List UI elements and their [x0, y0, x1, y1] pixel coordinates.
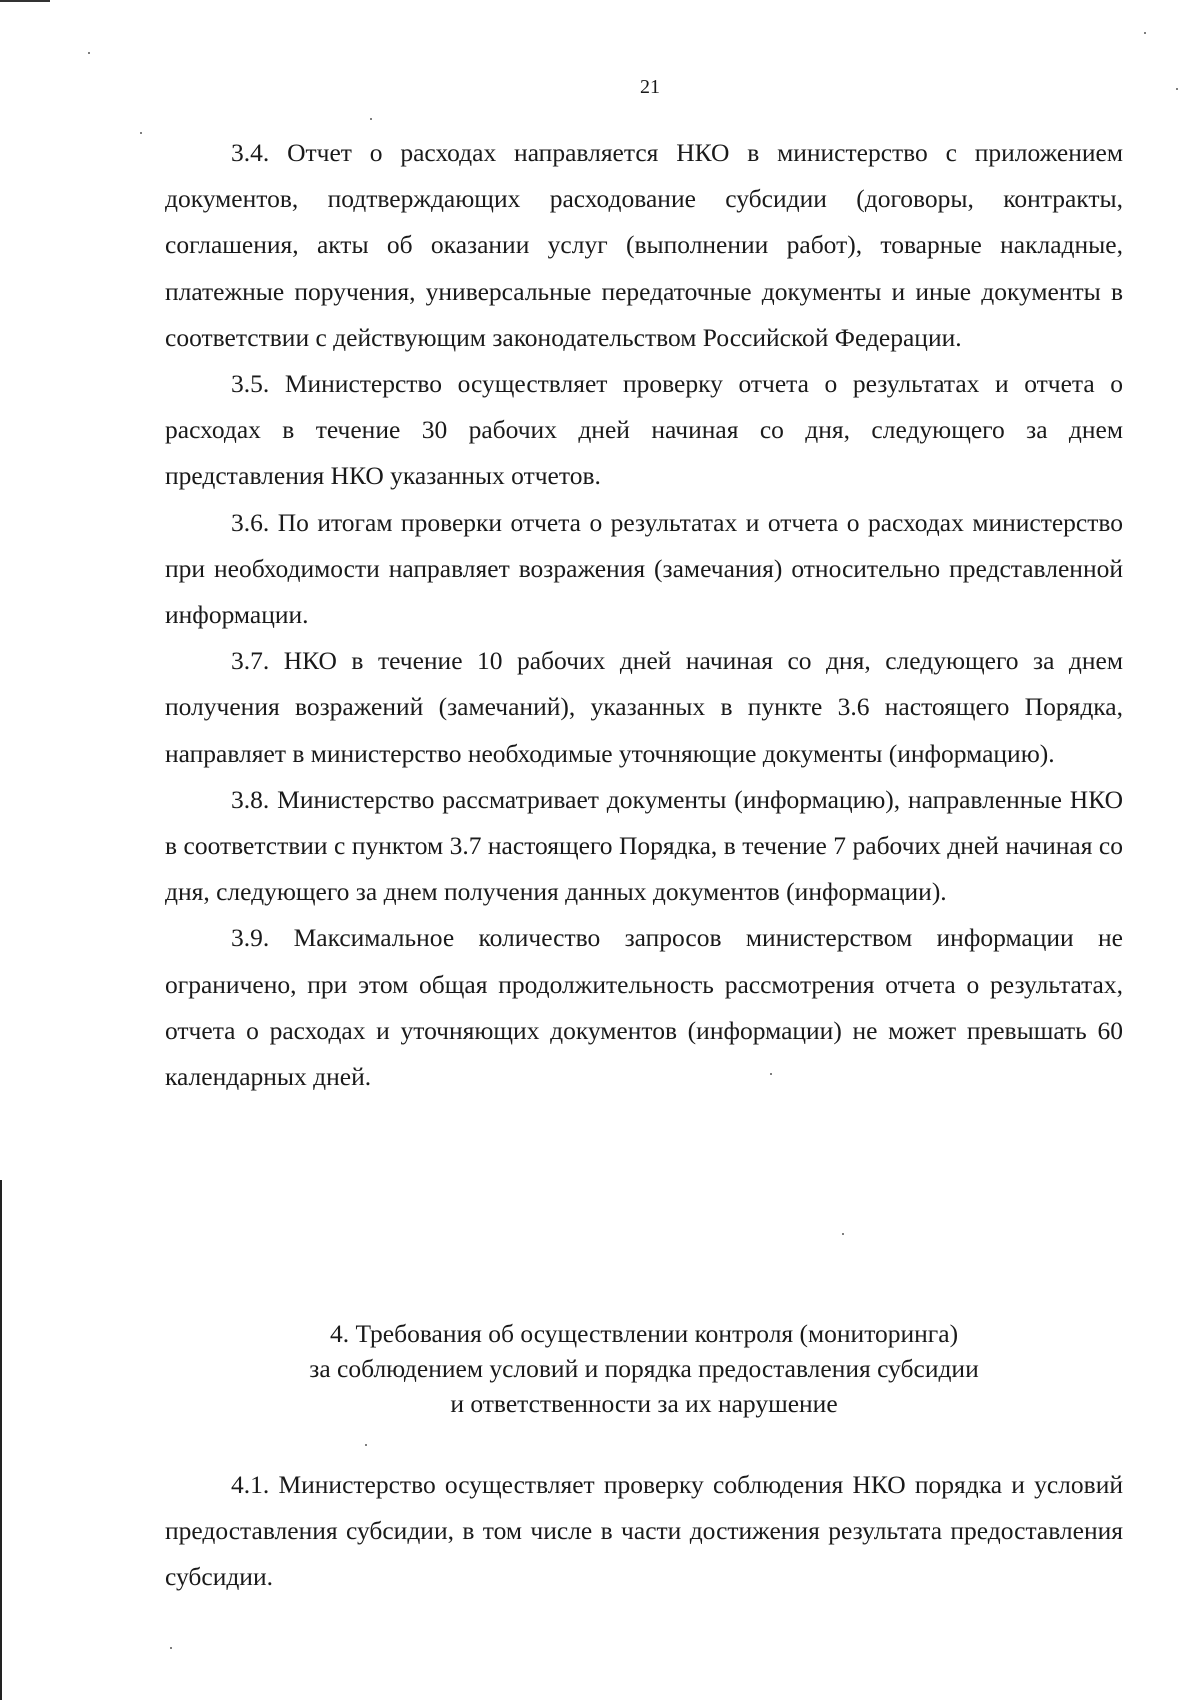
scan-speck: [170, 1647, 172, 1649]
section-heading-line-2: за соблюдением условий и порядка предоставления субсидии: [309, 1354, 979, 1383]
scan-speck: [1144, 32, 1146, 34]
paragraph-3-7: 3.7. НКО в течение 10 рабочих дней начиная со дня, следующего за днем получения возражений (замечаний), указанных в пункте 3.6 настоящего Порядка, направляет в министерство необходимые уточняющие документы (информацию).: [165, 646, 1123, 768]
body-text: [165, 130, 1123, 1100]
scan-speck: [770, 1073, 772, 1075]
scan-speck: [1176, 88, 1178, 90]
section-heading: [165, 1316, 1123, 1421]
scan-artifact-edge: [0, 1180, 2, 1700]
section-heading-line-3: и ответственности за их нарушение: [450, 1389, 838, 1418]
paragraph-3-5: 3.5. Министерство осуществляет проверку отчета о результатах и отчета о расходах в течение 30 рабочих дней начиная со дня, следующего за днем представления НКО указанных отчетов.: [165, 369, 1123, 491]
paragraph-4-1: 4.1. Министерство осуществляет проверку соблюдения НКО порядка и условий предоставления субсидии, в том числе в части достижения результата предоставления субсидии.: [165, 1470, 1123, 1592]
section-heading-line-1: 4. Требования об осуществлении контроля (мониторинга): [329, 1319, 959, 1348]
paragraph-3-9: 3.9. Максимальное количество запросов министерством информации не ограничено, при этом общая продолжительность рассмотрения отчета о результатах, отчета о расходах и уточняющих документов (информации) не может превышать 60 календарных дней.: [165, 923, 1123, 1092]
section-body-text: [165, 1462, 1123, 1601]
scan-speck: [88, 52, 90, 54]
scan-artifact-top: [0, 0, 50, 2]
paragraph-3-8: 3.8. Министерство рассматривает документы (информацию), направленные НКО в соответствии с пунктом 3.7 настоящего Порядка, в течение 7 рабочих дней начиная со дня, следующего за днем получения данных документов (информации).: [165, 784, 1123, 907]
page-number: 21: [640, 76, 660, 98]
paragraph-3-4: 3.4. Отчет о расходах направляется НКО в министерство с приложением документов, подтверждающих расходование субсидии (договоры, контракты, соглашения, акты об оказании услуг (выполнении работ), товарные накладные, платежные поручения, универсальные передаточные документы и иные документы в соответствии с действующим законодательством Российской Федерации.: [165, 138, 1123, 352]
scan-speck: [365, 1444, 367, 1446]
paragraph-3-6: 3.6. По итогам проверки отчета о результатах и отчета о расходах министерство при необходимости направляет возражения (замечания) относительно представленной информации.: [165, 507, 1123, 630]
scan-speck: [842, 1233, 844, 1235]
scan-speck: [370, 118, 372, 120]
scan-speck: [140, 132, 142, 134]
